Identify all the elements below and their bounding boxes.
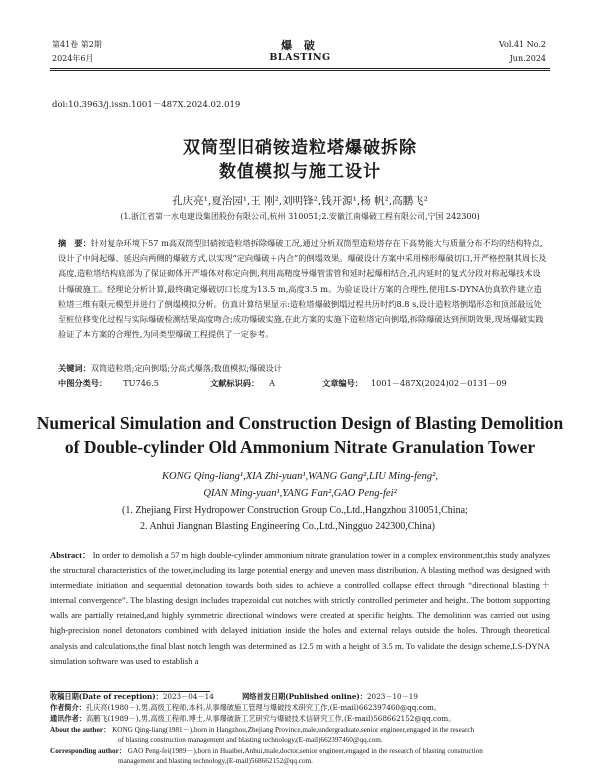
abstract-en-label: Abstract：: [50, 550, 91, 560]
received-label: 收稿日期(Date of reception)：: [50, 692, 163, 701]
article-no-label: 文章编号：: [322, 378, 363, 388]
abstract-cn-text: 针对复杂环境下57 m高双筒型旧硝铵造粒塔拆除爆破工况,通过分析双筒型造粒塔存在下高势能大与质量分布不均的结构特点,设计了中间起爆、延迟向两侧的爆破方式,以实现“定向爆破＋内合”的倒塌效果。爆破设计方案中采用梯形爆破切口,开严格控制其周长及高度,造粒塔结构底部为了保证砌体开严墙体对称定向倒,利用高精度导爆管雷管和延时起爆相结合,孔内延时的复式分段对称起爆技术设计爆破施工。经理论分析计算,最终确定爆破切口长度为13.5 m,高度3.5 m。为验证设计方案的合理性,使用LS-DYNA仿真软件建立造粒塔三维有限元模型并进行了倒塌模拟分析。仿真计算结果显示:造粒塔爆破倒塌过程共历时约8.8 s,设计造粒塔倒塌形态和顶部最远处至桩位移变化过程与实际爆破检测结果高度吻合;成功爆破实施,在此方案的实施下造粒塔定向倒塌,拆除爆破达到预期效果,现场爆破实践验证了本方案的合理性,为同类型爆破工程提供了一定参考。: [58, 238, 547, 340]
keywords-cn-text: 双筒造粒塔;定向倒塌;分高式爆落;数值模拟;爆破设计: [90, 363, 282, 373]
authors-en-line2: QIAN Ming-yuan¹,YANG Fan²,GAO Peng-fei²: [203, 488, 397, 499]
doc-code-label: 文献标识码：: [210, 378, 260, 388]
corr-cn-text: 高鹏飞(1989－),男,高级工程师,博士,从事爆破新工艺研究与爆破技术信研究工作,(E-mail)568662152@qq.com。: [85, 714, 456, 723]
title-cn-line1: 双筒型旧硝铵造粒塔爆破拆除: [183, 138, 417, 158]
affiliation-cn: (1.浙江省第一水电建设集团股份有限公司,杭州 310051;2.安徽江南爆破工程有限公司,宁国 242300): [120, 212, 480, 221]
footnote-corr-en: [50, 746, 483, 756]
received-value: 2023－04－14: [162, 692, 214, 701]
footnote-corr-en-cont: management and blasting technology,(E-mail)568662152@qq.com.: [118, 757, 313, 765]
title-cn-line2: 数值模拟与施工设计: [219, 162, 381, 182]
abstract-cn: [58, 236, 548, 342]
article-number: [322, 378, 507, 389]
clc-value: TU746.5: [123, 378, 159, 388]
corr-en-label: Corresponding author：: [50, 747, 126, 755]
author-cn-text: 孔庆亮(1980－),男,高级工程师,本科,从事爆破施工管理与爆破技术研究工作,(E-mail)662397460@qq.com。: [85, 703, 442, 712]
header-rule-top: [50, 68, 550, 69]
corr-cn-label: 通讯作者：: [50, 714, 86, 723]
keywords-cn: [58, 363, 282, 374]
corr-en-text-line1: GAO Peng-fei(1989－),born in Huaibei,Anhui,male,doctor,senior engineer,engaged in the research of blasting construction: [127, 747, 483, 755]
authors-cn: 孔庆亮¹,夏治园¹,王 刚²,刘明锋²,钱开源¹,杨 帆²,高鹏飞²: [172, 195, 428, 207]
footnote-author-cn: [50, 703, 441, 713]
abstract-en: [50, 548, 550, 669]
online-label: 网络首发日期(Published online)：: [242, 692, 367, 701]
clc-label: 中图分类号：: [58, 378, 108, 388]
footnote-corr-cn: [50, 714, 455, 724]
about-label: About the author：: [50, 726, 111, 734]
volume-cn: 第41卷 第2期: [52, 40, 102, 49]
keywords-cn-label: 关键词：: [58, 363, 91, 373]
affiliation-en-line1: (1. Zhejiang First Hydropower Construction Group Co.,Ltd.,Hangzhou 310051,China;: [122, 505, 468, 516]
date-en: Jun.2024: [509, 54, 546, 63]
abstract-cn-label: 摘 要：: [58, 238, 91, 248]
title-en-line1: Numerical Simulation and Construction Design of Blasting Demolition: [36, 413, 564, 433]
affiliation-en-line2: 2. Anhui Jiangnan Blasting Engineering Co.,Ltd.,Ningguo 242300,China): [140, 521, 435, 532]
clc-number: [58, 378, 159, 389]
header-rule-bottom: [50, 70, 550, 71]
doi: doi:10.3963/j.issn.1001－487X.2024.02.019: [52, 100, 241, 110]
article-no-value: 1001－487X(2024)02－0131－09: [370, 378, 507, 388]
footnote-about-author-cont: of blasting construction management and blasting technology,(E-mail)662397460@qq.com.: [118, 736, 383, 744]
footnote-dates: [50, 692, 418, 702]
footnote-about-author: [50, 725, 474, 735]
doc-code-value: A: [269, 378, 276, 388]
document-code: [210, 378, 275, 389]
author-cn-label: 作者简介：: [50, 703, 86, 712]
online-value: 2023－10－19: [366, 692, 418, 701]
abstract-en-text: In order to demolish a 57 m high double-cylinder ammonium nitrate granulation tower in a complex environment,this study analyzes the structural characteristics of the tower,including its large potential energy and uneven mass distribution. A blasting method was designed with intermediate initiation and sequential detonation towards both sides to achieve a controlled collapse effect through “directional blasting＋internal convergence”. The blasting design includes trapezoidal cut notches with strictly controlled perimeter and height. The bottom supporting walls are partially retained,and highly symmetric directional windows were created at specific heights. The demolition was carried out using high-precision nonel detonators combined with delayed initiation inside the holes and external relays outside the holes. Through theoretical analysis and calculations,the final blast notch length was determined as 12.5 m with a height of 3.5 m. To validate the design scheme,LS-DYNA simulation software was used to establish a: [50, 550, 551, 666]
date-cn: 2024年6月: [52, 54, 94, 63]
journal-name-en: BLASTING: [269, 52, 331, 63]
volume-en: Vol.41 No.2: [499, 40, 546, 49]
about-text-line1: KONG Qing-liang(1981－),born in Hangzhou,Zhejiang Province,male,undergraduate,senior engineer,engaged in the research: [112, 726, 475, 734]
title-en-line2: of Double-cylinder Old Ammonium Nitrate Granulation Tower: [64, 437, 536, 457]
journal-name-cn: 爆 破: [281, 39, 319, 52]
authors-en-line1: KONG Qing-liang¹,XIA Zhi-yuan¹,WANG Gang²,LIU Ming-feng²,: [162, 471, 438, 482]
